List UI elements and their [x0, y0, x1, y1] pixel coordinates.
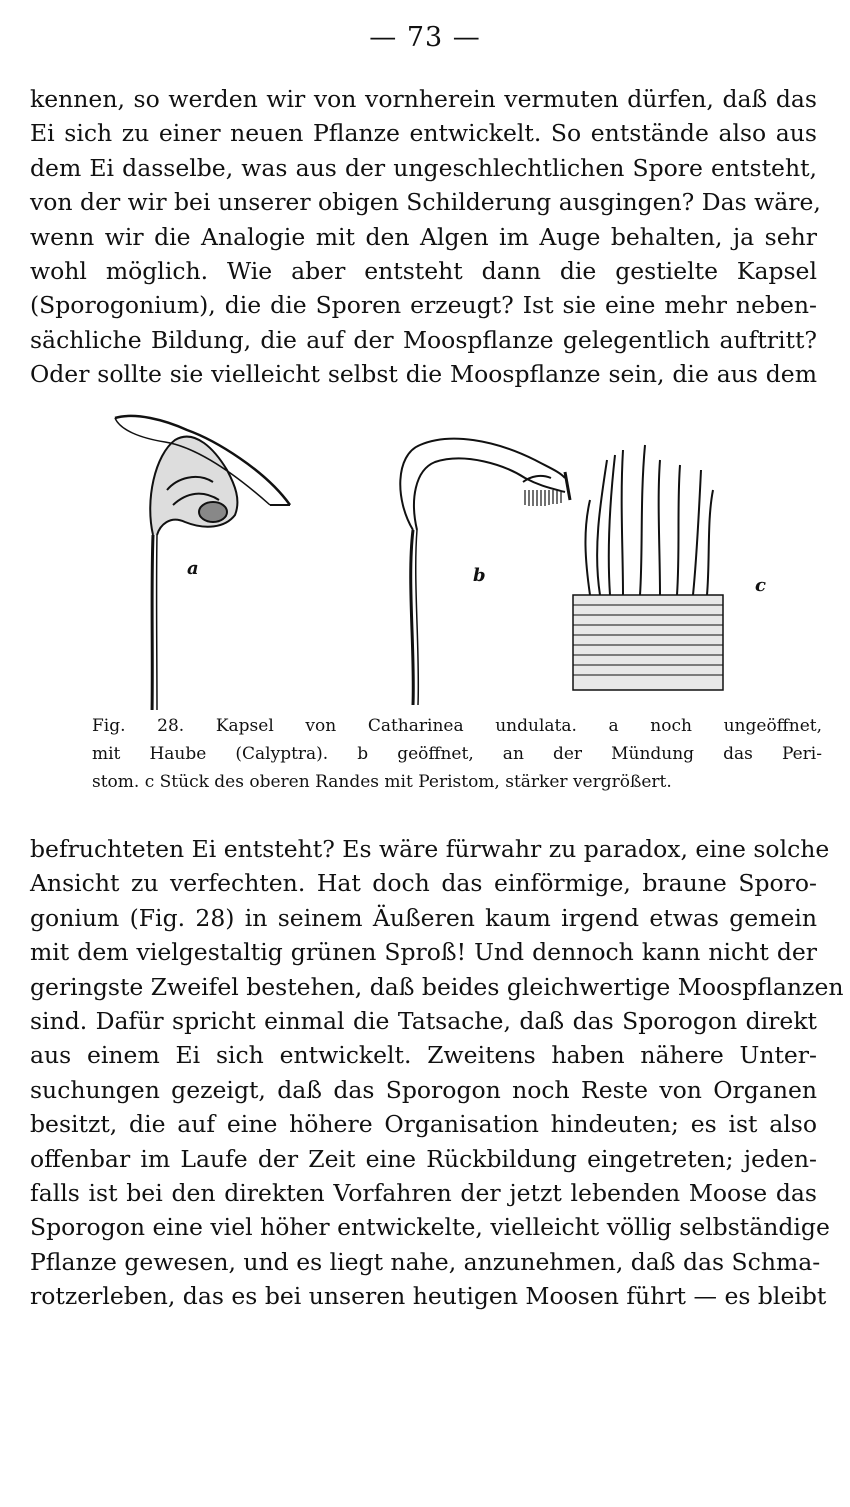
text-line: von der wir bei unserer obigen Schilderung ausgingen? Das wäre,	[30, 188, 821, 217]
figure-caption	[92, 712, 822, 796]
paragraph-2	[30, 832, 844, 1314]
text-line: sächliche Bildung, die auf der Moospflanze gelegentlich auftritt?	[30, 325, 817, 354]
text-line: Pflanze gewesen, und es liegt nahe, anzunehmen, daß das Schma-	[30, 1247, 821, 1276]
text-line: suchungen gezeigt, daß das Sporogon noch Reste von Organen	[30, 1075, 817, 1104]
text-line: befruchteten Ei entsteht? Es wäre fürwahr zu paradox, eine solche	[30, 835, 830, 863]
text-line: falls ist bei den direkten Vorfahren der jetzt lebenden Moose das	[30, 1179, 817, 1208]
text-line: offenbar im Laufe der Zeit eine Rückbildung eingetreten; jeden-	[30, 1144, 817, 1173]
text-line: Ei sich zu einer neuen Pflanze entwickelt. So entstände also aus	[30, 119, 817, 148]
figure-28	[95, 410, 785, 710]
text-line: dem Ei dasselbe, was aus der ungeschlechtlichen Spore entsteht,	[30, 153, 817, 182]
text-line: geringste Zweifel bestehen, daß beides gleichwertige Moospflanzen	[30, 972, 844, 1001]
caption-line: mit Haube (Calyptra). b geöffnet, an der Mündung das Peri-	[92, 744, 822, 764]
text-line: mit dem vielgestaltig grünen Sproß! Und dennoch kann nicht der	[30, 938, 817, 967]
figure-label-b: b	[473, 565, 486, 586]
text-line: gonium (Fig. 28) in seinem Äußeren kaum irgend etwas gemein	[30, 903, 817, 932]
paragraph-1	[30, 82, 821, 392]
text-line: (Sporogonium), die die Sporen erzeugt? Ist sie eine mehr neben-	[30, 291, 817, 320]
figure-label-c: c	[755, 575, 766, 596]
text-line: aus einem Ei sich entwickelt. Zweitens haben nähere Unter-	[30, 1041, 817, 1070]
caption-line: Fig. 28. Kapsel von Catharinea undulata. a noch ungeöffnet,	[92, 716, 822, 736]
text-line: sind. Dafür spricht einmal die Tatsache, daß das Sporogon direkt	[30, 1007, 817, 1036]
peristome-c-drawing	[573, 445, 723, 690]
text-line: kennen, so werden wir von vornherein vermuten dürfen, daß das	[30, 85, 817, 113]
text-line: wenn wir die Analogie mit den Algen im Auge behalten, ja sehr	[30, 222, 817, 251]
text-line: wohl möglich. Wie aber entsteht dann die gestielte Kapsel	[30, 257, 817, 286]
text-line: rotzerleben, das es bei unseren heutigen Moosen führt — es bleibt	[30, 1282, 827, 1311]
page-number: — 73 —	[369, 22, 481, 53]
text-line: besitzt, die auf eine höhere Organisation hindeuten; es ist also	[30, 1110, 817, 1139]
text-line: Sporogon eine viel höher entwickelte, vielleicht völlig selbständige	[30, 1213, 830, 1242]
figure-label-a: a	[187, 558, 199, 579]
text-line: Ansicht zu verfechten. Hat doch das einförmige, braune Sporo-	[30, 869, 817, 898]
text-line: Oder sollte sie vielleicht selbst die Moospflanze sein, die aus dem	[30, 360, 817, 389]
caption-line: stom. c Stück des oberen Randes mit Peristom, stärker vergrößert.	[92, 772, 672, 792]
capsule-a-drawing	[115, 416, 290, 710]
